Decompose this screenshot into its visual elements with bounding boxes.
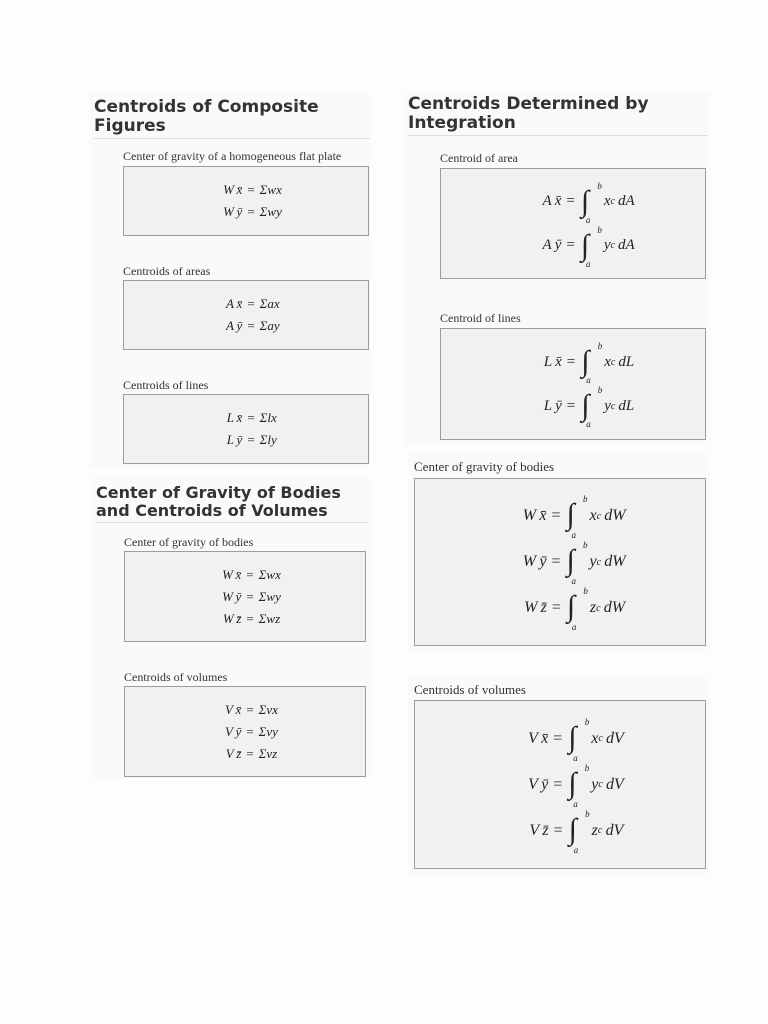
integral-sign-group	[567, 716, 590, 763]
equals-sign: =	[246, 723, 254, 739]
lines-caption: Centroids of lines	[123, 378, 209, 392]
lines-integral-box	[440, 328, 706, 440]
equals-sign: =	[246, 745, 254, 761]
integral-sign-icon: ∫	[566, 498, 575, 531]
integral-sign-group	[567, 762, 590, 809]
equation-row	[496, 716, 624, 762]
integral-sign-icon: ∫	[568, 766, 577, 800]
equation-rhs: Σay	[259, 318, 280, 333]
differential: dV	[605, 821, 624, 839]
equation-rhs: Σwy	[259, 204, 282, 219]
equation-lhs	[497, 822, 549, 840]
integrand-subscript: c	[596, 556, 602, 568]
plate-caption: Center of gravity of a homogeneous flat plate	[123, 149, 342, 163]
equals-sign: =	[247, 204, 255, 219]
volumes-integral-box	[414, 700, 706, 869]
differential: dL	[618, 353, 635, 370]
integrand: z	[589, 599, 597, 616]
lhs-coefficient: W	[522, 553, 537, 570]
equals-sign: =	[566, 193, 575, 209]
lhs-mean-variable: ȳ	[235, 588, 242, 604]
differential: dW	[604, 507, 626, 524]
lhs-mean-variable: ȳ	[541, 775, 549, 793]
equals-sign: =	[247, 296, 255, 311]
integrand: y	[589, 553, 597, 570]
gravity-bodies-caption: Center of gravity of bodies	[124, 535, 254, 549]
upper-limit: b	[597, 224, 602, 235]
equation-row	[511, 180, 634, 224]
equation-lhs	[511, 193, 561, 210]
lower-limit: a	[586, 419, 591, 429]
lhs-mean-variable: ȳ	[236, 318, 243, 333]
area-integral-box	[440, 168, 706, 279]
equation-row	[192, 315, 299, 337]
plate-equation-box	[123, 166, 369, 236]
integrand: y	[591, 775, 599, 793]
equals-sign: =	[247, 182, 255, 197]
equation-row	[496, 762, 624, 808]
area-caption: Centroid of area	[440, 151, 518, 165]
equation-row	[494, 493, 625, 539]
integrand: x	[604, 353, 611, 370]
integral-sign-icon: ∫	[566, 544, 575, 577]
integral-sign-icon: ∫	[581, 345, 590, 378]
integral-expression	[565, 494, 626, 540]
bodies-integral-box	[414, 478, 706, 646]
lhs-coefficient: W	[222, 588, 233, 604]
equation-lhs	[192, 293, 242, 315]
equation-lhs	[191, 699, 241, 721]
lhs-coefficient: W	[223, 204, 234, 219]
equation-row	[495, 585, 625, 631]
lower-limit: a	[573, 798, 578, 809]
lower-limit: a	[586, 375, 591, 385]
equals-sign: =	[551, 553, 561, 570]
integrand-subscript: c	[598, 733, 603, 744]
equals-sign: =	[553, 821, 563, 839]
integral-sign-group	[566, 586, 588, 632]
equals-sign: =	[551, 507, 561, 524]
equation-row	[191, 564, 298, 586]
lhs-mean-variable: x̄	[541, 729, 549, 747]
upper-limit: b	[582, 540, 588, 550]
equation-lhs	[192, 179, 242, 201]
integration-heading: Centroids Determined by Integration	[408, 95, 708, 136]
integral-expression	[565, 540, 626, 586]
differential: dA	[617, 193, 635, 209]
equals-sign: =	[246, 588, 254, 604]
lower-limit: a	[571, 576, 576, 586]
integrand: x	[591, 729, 599, 747]
lhs-mean-variable: ȳ	[555, 397, 562, 414]
equation-rhs: Σvx	[258, 701, 278, 717]
integral-sign-group	[568, 808, 590, 855]
lhs-mean-variable: x̄	[236, 410, 243, 425]
equation-row	[191, 586, 298, 608]
equation-rhs: Σwy	[258, 588, 281, 604]
equation-rhs: Σwz	[258, 610, 281, 626]
equation-lhs	[496, 776, 548, 794]
integrand: z	[591, 821, 598, 839]
lhs-coefficient: A	[225, 296, 234, 311]
equation-lhs	[192, 407, 242, 429]
integrand-subscript: c	[610, 400, 616, 412]
areas-caption: Centroids of areas	[123, 264, 211, 278]
integral-sign-icon: ∫	[580, 184, 590, 218]
upper-limit: b	[597, 385, 603, 395]
integrand: y	[604, 397, 611, 414]
upper-limit: b	[582, 494, 588, 504]
equation-row	[192, 407, 299, 429]
lhs-coefficient: L	[226, 432, 234, 447]
equals-sign: =	[247, 432, 255, 447]
equals-sign: =	[551, 599, 561, 616]
lhs-mean-variable: z̄	[540, 599, 547, 616]
lhs-coefficient: W	[222, 566, 233, 582]
equation-rhs: Σvy	[258, 723, 278, 739]
equation-lhs	[191, 743, 241, 765]
equation-lhs	[191, 721, 241, 743]
integrand: y	[603, 237, 611, 253]
differential: dW	[604, 553, 626, 570]
upper-limit: b	[583, 586, 588, 596]
lhs-coefficient: L	[543, 353, 553, 370]
composite-heading: Centroids of Composite Figures	[94, 98, 370, 139]
equals-sign: =	[246, 701, 254, 717]
lhs-mean-variable: ȳ	[554, 237, 562, 253]
equation-lhs	[512, 398, 562, 415]
equation-row	[192, 429, 299, 451]
differential: dA	[617, 237, 635, 253]
lower-limit: a	[585, 258, 591, 269]
integrand-subscript: c	[610, 356, 616, 368]
integral-sign-group	[580, 385, 603, 429]
bodies-heading: Center of Gravity of Bodies and Centroids of Volumes	[96, 484, 368, 523]
integrand-subscript: c	[596, 510, 602, 522]
integral-sign-group	[565, 494, 588, 540]
integrand: x	[603, 193, 611, 209]
equation-row	[512, 384, 634, 428]
lhs-mean-variable: x̄	[235, 701, 242, 717]
lhs-mean-variable: ȳ	[236, 204, 243, 219]
integrand-subscript: c	[610, 196, 615, 207]
integrand-subscript: c	[596, 602, 601, 614]
bodies-integral-caption: Center of gravity of bodies	[414, 459, 555, 474]
equation-lhs	[494, 553, 546, 571]
equation-row	[192, 179, 299, 201]
integral-sign-group	[580, 180, 602, 225]
lhs-mean-variable: x̄	[554, 193, 562, 209]
equation-rhs: Σlx	[259, 410, 277, 425]
equation-lhs	[192, 315, 242, 337]
lhs-coefficient: V	[224, 701, 233, 717]
equation-rhs: Σly	[259, 432, 277, 447]
integral-expression	[580, 341, 635, 385]
equation-row	[497, 808, 624, 854]
lower-limit: a	[585, 214, 591, 225]
integral-sign-icon: ∫	[568, 812, 577, 846]
differential: dV	[606, 775, 624, 793]
lower-limit: a	[571, 622, 577, 632]
lhs-coefficient: W	[522, 507, 537, 524]
integrand-subscript: c	[597, 825, 603, 836]
equation-lhs	[512, 354, 562, 371]
equation-rhs: Σvz	[258, 745, 278, 761]
lhs-coefficient: A	[225, 318, 234, 333]
lower-limit: a	[573, 844, 579, 855]
equation-row	[494, 539, 625, 585]
equation-rhs: Σax	[259, 296, 280, 311]
lhs-mean-variable: x̄	[539, 507, 547, 524]
lower-limit: a	[573, 752, 578, 763]
lhs-mean-variable: ȳ	[539, 553, 547, 570]
upper-limit: b	[597, 180, 602, 191]
equals-sign: =	[247, 318, 255, 333]
integral-sign-icon: ∫	[568, 720, 577, 754]
integral-expression	[567, 762, 624, 809]
equals-sign: =	[566, 397, 576, 414]
volumes-integral-caption: Centroids of volumes	[414, 682, 526, 697]
equation-row	[191, 608, 298, 630]
equation-row	[511, 224, 634, 268]
integral-expression	[567, 716, 624, 763]
lhs-coefficient: V	[225, 745, 234, 761]
lhs-coefficient: V	[528, 729, 538, 747]
lhs-coefficient: A	[542, 237, 552, 253]
integral-expression	[566, 586, 626, 632]
lhs-coefficient: W	[223, 182, 234, 197]
upper-limit: b	[584, 762, 590, 773]
equation-lhs	[494, 507, 546, 525]
lhs-coefficient: V	[528, 775, 538, 793]
equation-row	[191, 699, 298, 721]
equation-lhs	[496, 730, 548, 748]
integral-sign-icon: ∫	[580, 228, 590, 262]
integrand-subscript: c	[610, 240, 615, 251]
equals-sign: =	[566, 237, 575, 253]
lhs-coefficient: A	[542, 193, 552, 209]
volumes-caption: Centroids of volumes	[124, 670, 228, 684]
integral-sign-group	[580, 224, 602, 269]
equation-rhs: Σwx	[259, 182, 282, 197]
lhs-mean-variable: x̄	[555, 353, 562, 370]
equation-lhs	[191, 586, 241, 608]
equation-rhs: Σwx	[258, 566, 281, 582]
lhs-coefficient: V	[529, 821, 540, 839]
lhs-coefficient: L	[226, 410, 234, 425]
equation-row	[192, 293, 299, 315]
equation-row	[512, 340, 634, 384]
integral-sign-group	[565, 540, 588, 586]
integral-expression	[580, 385, 635, 429]
equation-lhs	[191, 564, 241, 586]
equation-lhs	[192, 429, 242, 451]
lhs-mean-variable: ȳ	[236, 432, 243, 447]
lower-limit: a	[571, 530, 576, 540]
integral-expression	[580, 180, 635, 225]
lhs-mean-variable: z̄	[236, 610, 242, 626]
equals-sign: =	[553, 729, 563, 747]
integral-sign-group	[580, 341, 603, 385]
lines-integral-caption: Centroid of lines	[440, 311, 521, 325]
integral-sign-icon: ∫	[581, 389, 590, 422]
lines-equation-box	[123, 394, 369, 464]
lhs-mean-variable: x̄	[235, 566, 242, 582]
upper-limit: b	[584, 716, 590, 727]
equals-sign: =	[553, 775, 563, 793]
differential: dW	[603, 599, 626, 616]
equation-row	[191, 721, 298, 743]
equation-lhs	[191, 608, 241, 630]
lhs-coefficient: W	[524, 599, 538, 616]
equals-sign: =	[247, 410, 255, 425]
lhs-coefficient: W	[222, 610, 234, 626]
lhs-mean-variable: z̄	[236, 745, 242, 761]
integral-expression	[568, 808, 624, 855]
lhs-mean-variable: ȳ	[235, 723, 242, 739]
equation-lhs	[511, 237, 561, 254]
integrand: x	[589, 507, 597, 524]
volumes-equation-box	[124, 686, 366, 777]
lhs-coefficient: L	[543, 397, 553, 414]
integral-expression	[580, 224, 635, 269]
equation-lhs	[495, 599, 547, 617]
equation-row	[191, 743, 298, 765]
equals-sign: =	[246, 566, 254, 582]
lhs-mean-variable: z̄	[542, 821, 549, 839]
gravity-bodies-box	[124, 551, 366, 642]
equals-sign: =	[246, 610, 254, 626]
lhs-mean-variable: x̄	[236, 182, 243, 197]
equation-row	[192, 201, 299, 223]
differential: dL	[618, 397, 635, 414]
upper-limit: b	[597, 341, 603, 351]
equation-lhs	[192, 201, 242, 223]
lhs-mean-variable: x̄	[236, 296, 243, 311]
integral-sign-icon: ∫	[566, 590, 576, 623]
equals-sign: =	[566, 353, 576, 370]
integrand-subscript: c	[598, 779, 603, 790]
differential: dV	[606, 729, 624, 747]
lhs-coefficient: V	[224, 723, 233, 739]
upper-limit: b	[585, 808, 590, 819]
areas-equation-box	[123, 280, 369, 350]
